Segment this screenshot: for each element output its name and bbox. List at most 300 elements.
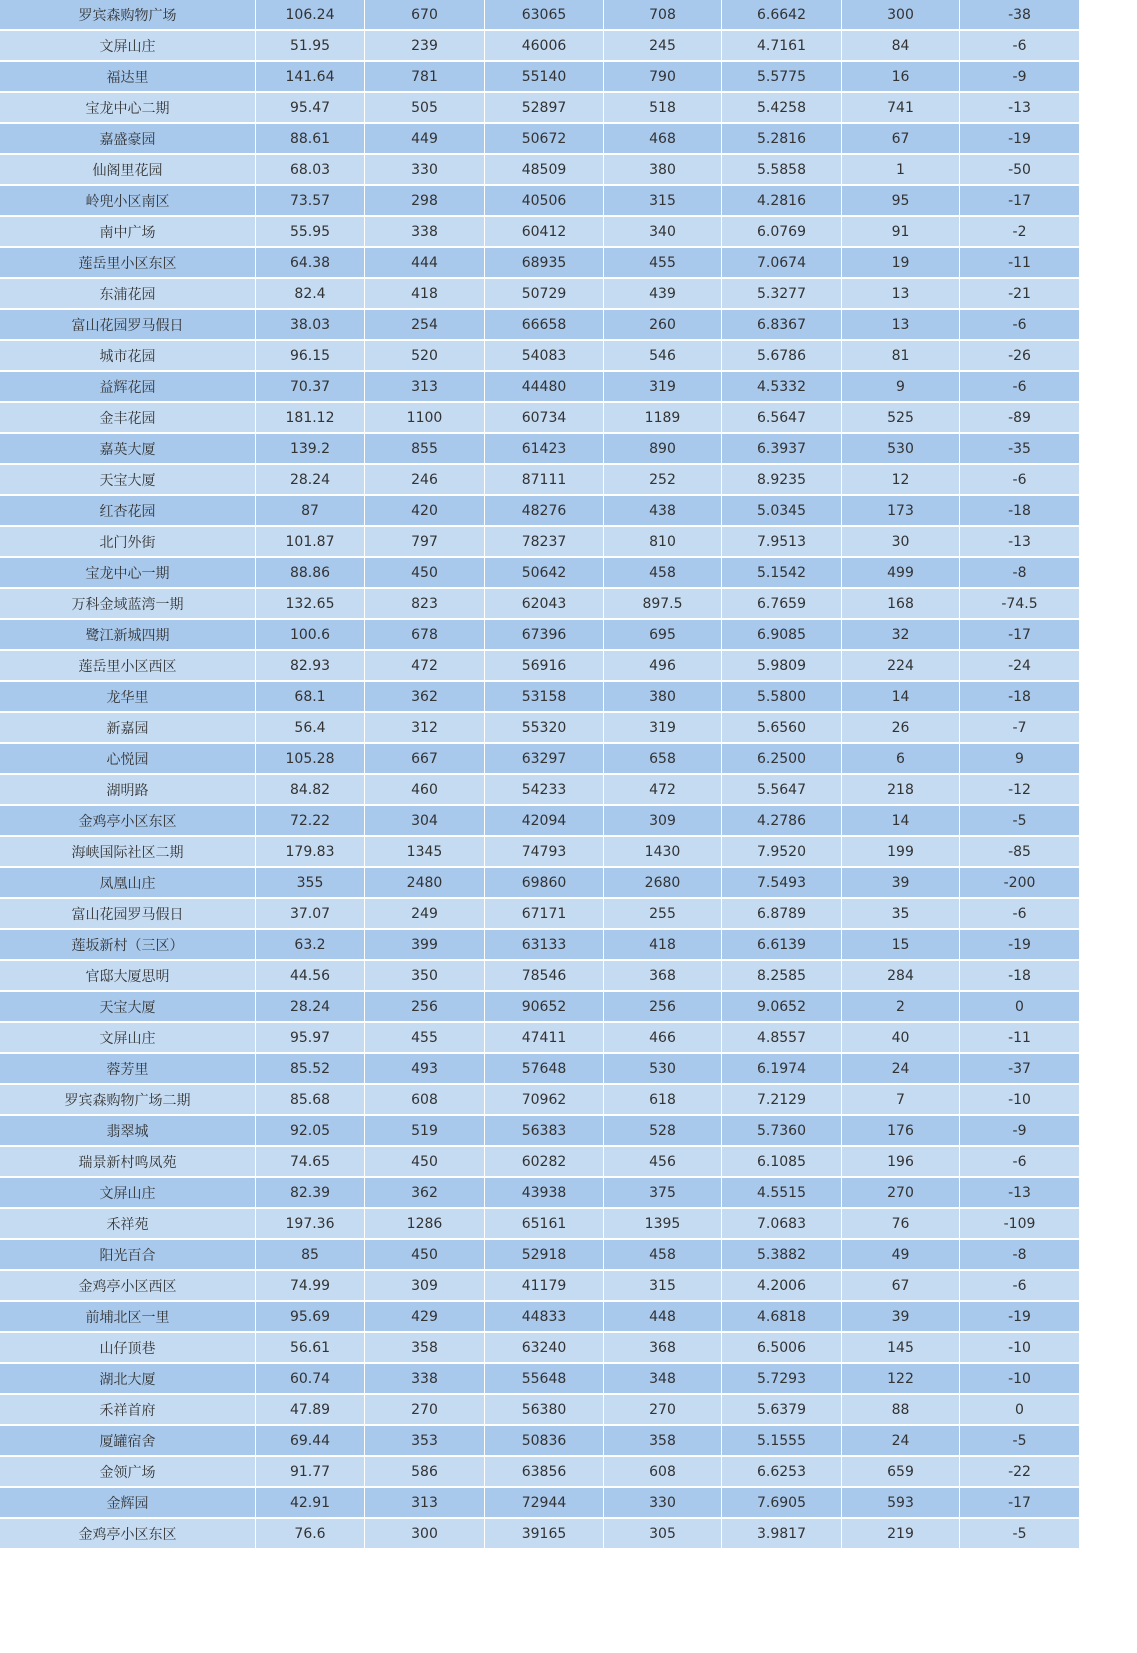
- cell-rate: 6.1974: [722, 1054, 842, 1085]
- table-row: [0, 620, 1080, 651]
- cell-change: -13: [960, 93, 1080, 124]
- cell-price-total: 449: [365, 124, 485, 155]
- cell-area: 179.83: [256, 837, 365, 868]
- cell-price-total: 338: [365, 1364, 485, 1395]
- cell-area: 95.97: [256, 1023, 365, 1054]
- cell-list-price: 309: [604, 806, 722, 837]
- cell-change: 0: [960, 1395, 1080, 1426]
- cell-area: 56.61: [256, 1333, 365, 1364]
- cell-change: -5: [960, 1519, 1080, 1550]
- cell-price-total: 493: [365, 1054, 485, 1085]
- cell-unit-price: 55648: [485, 1364, 604, 1395]
- cell-name: 嘉英大厦: [0, 434, 256, 465]
- cell-price-total: 249: [365, 899, 485, 930]
- cell-area: 132.65: [256, 589, 365, 620]
- cell-days: 13: [842, 279, 960, 310]
- cell-price-total: 330: [365, 155, 485, 186]
- cell-days: 40: [842, 1023, 960, 1054]
- cell-name: 金辉园: [0, 1488, 256, 1519]
- cell-name: 北门外街: [0, 527, 256, 558]
- cell-price-total: 823: [365, 589, 485, 620]
- table-row: [0, 248, 1080, 279]
- cell-unit-price: 61423: [485, 434, 604, 465]
- cell-rate: 5.0345: [722, 496, 842, 527]
- cell-change: -5: [960, 1426, 1080, 1457]
- cell-change: -24: [960, 651, 1080, 682]
- cell-unit-price: 43938: [485, 1178, 604, 1209]
- cell-change: -2: [960, 217, 1080, 248]
- cell-days: 30: [842, 527, 960, 558]
- cell-area: 82.39: [256, 1178, 365, 1209]
- table-row: [0, 1426, 1080, 1457]
- cell-list-price: 438: [604, 496, 722, 527]
- table-row: [0, 434, 1080, 465]
- table-row: [0, 1271, 1080, 1302]
- cell-price-total: 353: [365, 1426, 485, 1457]
- cell-change: -18: [960, 961, 1080, 992]
- cell-rate: 4.5332: [722, 372, 842, 403]
- cell-rate: 8.2585: [722, 961, 842, 992]
- cell-name: 翡翠城: [0, 1116, 256, 1147]
- table-row: [0, 155, 1080, 186]
- cell-area: 44.56: [256, 961, 365, 992]
- cell-price-total: 678: [365, 620, 485, 651]
- cell-unit-price: 56383: [485, 1116, 604, 1147]
- cell-rate: 4.7161: [722, 31, 842, 62]
- cell-list-price: 458: [604, 1240, 722, 1271]
- table-row: [0, 558, 1080, 589]
- table-row: [0, 124, 1080, 155]
- cell-list-price: 340: [604, 217, 722, 248]
- cell-name: 罗宾森购物广场二期: [0, 1085, 256, 1116]
- table-row: [0, 806, 1080, 837]
- cell-list-price: 790: [604, 62, 722, 93]
- cell-change: -6: [960, 31, 1080, 62]
- cell-days: 15: [842, 930, 960, 961]
- table-row: [0, 341, 1080, 372]
- cell-area: 74.65: [256, 1147, 365, 1178]
- cell-change: -89: [960, 403, 1080, 434]
- cell-rate: 4.2816: [722, 186, 842, 217]
- table-row: [0, 899, 1080, 930]
- cell-days: 12: [842, 465, 960, 496]
- cell-area: 181.12: [256, 403, 365, 434]
- cell-rate: 5.1555: [722, 1426, 842, 1457]
- cell-days: 9: [842, 372, 960, 403]
- cell-price-total: 418: [365, 279, 485, 310]
- table-row: [0, 713, 1080, 744]
- cell-unit-price: 60734: [485, 403, 604, 434]
- cell-unit-price: 50672: [485, 124, 604, 155]
- cell-unit-price: 46006: [485, 31, 604, 62]
- cell-price-total: 313: [365, 372, 485, 403]
- cell-list-price: 448: [604, 1302, 722, 1333]
- cell-unit-price: 63297: [485, 744, 604, 775]
- cell-unit-price: 78237: [485, 527, 604, 558]
- table-row: [0, 1116, 1080, 1147]
- table-row: [0, 775, 1080, 806]
- cell-change: -13: [960, 527, 1080, 558]
- cell-list-price: 255: [604, 899, 722, 930]
- cell-unit-price: 53158: [485, 682, 604, 713]
- table-row: [0, 279, 1080, 310]
- cell-name: 前埔北区一里: [0, 1302, 256, 1333]
- cell-change: -6: [960, 899, 1080, 930]
- cell-unit-price: 54083: [485, 341, 604, 372]
- cell-area: 197.36: [256, 1209, 365, 1240]
- cell-unit-price: 90652: [485, 992, 604, 1023]
- cell-price-total: 256: [365, 992, 485, 1023]
- cell-name: 益辉花园: [0, 372, 256, 403]
- cell-price-total: 519: [365, 1116, 485, 1147]
- cell-change: -26: [960, 341, 1080, 372]
- cell-unit-price: 67171: [485, 899, 604, 930]
- cell-price-total: 246: [365, 465, 485, 496]
- cell-days: 168: [842, 589, 960, 620]
- cell-area: 70.37: [256, 372, 365, 403]
- cell-list-price: 358: [604, 1426, 722, 1457]
- cell-days: 24: [842, 1426, 960, 1457]
- cell-unit-price: 50836: [485, 1426, 604, 1457]
- cell-price-total: 505: [365, 93, 485, 124]
- cell-days: 741: [842, 93, 960, 124]
- cell-name: 心悦园: [0, 744, 256, 775]
- cell-price-total: 270: [365, 1395, 485, 1426]
- cell-price-total: 450: [365, 1240, 485, 1271]
- cell-rate: 7.0674: [722, 248, 842, 279]
- cell-days: 219: [842, 1519, 960, 1550]
- cell-price-total: 298: [365, 186, 485, 217]
- cell-rate: 6.8789: [722, 899, 842, 930]
- cell-area: 106.24: [256, 0, 365, 31]
- cell-unit-price: 69860: [485, 868, 604, 899]
- cell-name: 天宝大厦: [0, 465, 256, 496]
- cell-list-price: 315: [604, 1271, 722, 1302]
- table-row: [0, 0, 1080, 31]
- cell-area: 37.07: [256, 899, 365, 930]
- cell-days: 499: [842, 558, 960, 589]
- cell-change: -6: [960, 465, 1080, 496]
- cell-list-price: 466: [604, 1023, 722, 1054]
- cell-rate: 6.0769: [722, 217, 842, 248]
- cell-change: -10: [960, 1085, 1080, 1116]
- cell-area: 96.15: [256, 341, 365, 372]
- cell-list-price: 270: [604, 1395, 722, 1426]
- cell-price-total: 312: [365, 713, 485, 744]
- cell-change: -10: [960, 1333, 1080, 1364]
- cell-price-total: 520: [365, 341, 485, 372]
- table-row: [0, 1364, 1080, 1395]
- cell-days: 7: [842, 1085, 960, 1116]
- cell-list-price: 315: [604, 186, 722, 217]
- table-row: [0, 403, 1080, 434]
- cell-list-price: 458: [604, 558, 722, 589]
- table-row: [0, 93, 1080, 124]
- table-row: [0, 217, 1080, 248]
- cell-name: 厦罐宿舍: [0, 1426, 256, 1457]
- cell-days: 16: [842, 62, 960, 93]
- cell-rate: 5.6786: [722, 341, 842, 372]
- cell-rate: 7.2129: [722, 1085, 842, 1116]
- cell-rate: 4.2786: [722, 806, 842, 837]
- cell-price-total: 2480: [365, 868, 485, 899]
- table-row: [0, 496, 1080, 527]
- cell-rate: 6.6139: [722, 930, 842, 961]
- cell-rate: 6.9085: [722, 620, 842, 651]
- cell-unit-price: 74793: [485, 837, 604, 868]
- cell-days: 14: [842, 806, 960, 837]
- cell-unit-price: 44480: [485, 372, 604, 403]
- cell-list-price: 695: [604, 620, 722, 651]
- cell-unit-price: 60282: [485, 1147, 604, 1178]
- cell-price-total: 1286: [365, 1209, 485, 1240]
- cell-list-price: 658: [604, 744, 722, 775]
- cell-rate: 7.5493: [722, 868, 842, 899]
- cell-change: -9: [960, 1116, 1080, 1147]
- cell-price-total: 667: [365, 744, 485, 775]
- cell-unit-price: 63240: [485, 1333, 604, 1364]
- cell-change: -37: [960, 1054, 1080, 1085]
- cell-unit-price: 42094: [485, 806, 604, 837]
- cell-price-total: 399: [365, 930, 485, 961]
- table-row: [0, 186, 1080, 217]
- cell-area: 355: [256, 868, 365, 899]
- table-row: [0, 1240, 1080, 1271]
- table-row: [0, 992, 1080, 1023]
- cell-price-total: 781: [365, 62, 485, 93]
- table-row: [0, 1302, 1080, 1333]
- cell-list-price: 608: [604, 1457, 722, 1488]
- cell-rate: 6.2500: [722, 744, 842, 775]
- cell-unit-price: 50642: [485, 558, 604, 589]
- cell-days: 218: [842, 775, 960, 806]
- cell-name: 万科金域蓝湾一期: [0, 589, 256, 620]
- cell-price-total: 472: [365, 651, 485, 682]
- cell-rate: 4.5515: [722, 1178, 842, 1209]
- cell-days: 67: [842, 124, 960, 155]
- cell-rate: 5.5775: [722, 62, 842, 93]
- cell-unit-price: 72944: [485, 1488, 604, 1519]
- cell-price-total: 460: [365, 775, 485, 806]
- table-row: [0, 1085, 1080, 1116]
- cell-unit-price: 68935: [485, 248, 604, 279]
- cell-change: -19: [960, 124, 1080, 155]
- cell-name: 文屏山庄: [0, 1023, 256, 1054]
- cell-rate: 7.0683: [722, 1209, 842, 1240]
- cell-name: 莲岳里小区西区: [0, 651, 256, 682]
- table-row: [0, 310, 1080, 341]
- cell-name: 湖明路: [0, 775, 256, 806]
- cell-list-price: 319: [604, 713, 722, 744]
- cell-name: 富山花园罗马假日: [0, 899, 256, 930]
- cell-list-price: 1395: [604, 1209, 722, 1240]
- cell-area: 88.86: [256, 558, 365, 589]
- cell-area: 92.05: [256, 1116, 365, 1147]
- cell-price-total: 797: [365, 527, 485, 558]
- table-row: [0, 1457, 1080, 1488]
- cell-list-price: 319: [604, 372, 722, 403]
- cell-area: 73.57: [256, 186, 365, 217]
- cell-unit-price: 52918: [485, 1240, 604, 1271]
- cell-change: -19: [960, 930, 1080, 961]
- cell-area: 91.77: [256, 1457, 365, 1488]
- cell-name: 嘉盛豪园: [0, 124, 256, 155]
- cell-list-price: 256: [604, 992, 722, 1023]
- cell-rate: 5.9809: [722, 651, 842, 682]
- cell-price-total: 450: [365, 1147, 485, 1178]
- cell-list-price: 348: [604, 1364, 722, 1395]
- cell-area: 28.24: [256, 992, 365, 1023]
- cell-name: 莲岳里小区东区: [0, 248, 256, 279]
- cell-name: 金鸡亭小区西区: [0, 1271, 256, 1302]
- cell-list-price: 618: [604, 1085, 722, 1116]
- table-row: [0, 62, 1080, 93]
- cell-price-total: 450: [365, 558, 485, 589]
- cell-area: 56.4: [256, 713, 365, 744]
- cell-days: 593: [842, 1488, 960, 1519]
- cell-name: 金鸡亭小区东区: [0, 1519, 256, 1550]
- cell-days: 91: [842, 217, 960, 248]
- table-row: [0, 1147, 1080, 1178]
- cell-price-total: 444: [365, 248, 485, 279]
- cell-unit-price: 55140: [485, 62, 604, 93]
- cell-area: 76.6: [256, 1519, 365, 1550]
- cell-days: 67: [842, 1271, 960, 1302]
- cell-days: 39: [842, 1302, 960, 1333]
- cell-change: -8: [960, 558, 1080, 589]
- cell-days: 32: [842, 620, 960, 651]
- cell-area: 85.68: [256, 1085, 365, 1116]
- cell-unit-price: 63133: [485, 930, 604, 961]
- right-margin: [1080, 0, 1137, 1653]
- cell-days: 173: [842, 496, 960, 527]
- cell-change: -17: [960, 620, 1080, 651]
- cell-days: 199: [842, 837, 960, 868]
- cell-name: 富山花园罗马假日: [0, 310, 256, 341]
- cell-area: 84.82: [256, 775, 365, 806]
- table-row: [0, 372, 1080, 403]
- cell-days: 300: [842, 0, 960, 31]
- cell-name: 禾祥首府: [0, 1395, 256, 1426]
- cell-area: 105.28: [256, 744, 365, 775]
- cell-price-total: 420: [365, 496, 485, 527]
- cell-rate: 7.6905: [722, 1488, 842, 1519]
- table-row: [0, 930, 1080, 961]
- cell-days: 270: [842, 1178, 960, 1209]
- cell-name: 福达里: [0, 62, 256, 93]
- cell-area: 60.74: [256, 1364, 365, 1395]
- cell-area: 88.61: [256, 124, 365, 155]
- cell-name: 仙阁里花园: [0, 155, 256, 186]
- cell-rate: 5.3882: [722, 1240, 842, 1271]
- cell-area: 63.2: [256, 930, 365, 961]
- cell-days: 196: [842, 1147, 960, 1178]
- cell-rate: 5.6560: [722, 713, 842, 744]
- cell-unit-price: 62043: [485, 589, 604, 620]
- cell-rate: 5.7293: [722, 1364, 842, 1395]
- cell-rate: 5.5647: [722, 775, 842, 806]
- cell-change: -109: [960, 1209, 1080, 1240]
- cell-name: 文屏山庄: [0, 31, 256, 62]
- cell-change: -35: [960, 434, 1080, 465]
- cell-change: -6: [960, 1271, 1080, 1302]
- cell-change: -17: [960, 186, 1080, 217]
- cell-name: 金鸡亭小区东区: [0, 806, 256, 837]
- cell-change: -13: [960, 1178, 1080, 1209]
- cell-name: 宝龙中心一期: [0, 558, 256, 589]
- table-row: [0, 1023, 1080, 1054]
- cell-area: 82.93: [256, 651, 365, 682]
- cell-price-total: 855: [365, 434, 485, 465]
- cell-area: 38.03: [256, 310, 365, 341]
- cell-name: 红杏花园: [0, 496, 256, 527]
- cell-list-price: 368: [604, 961, 722, 992]
- cell-area: 100.6: [256, 620, 365, 651]
- cell-days: 39: [842, 868, 960, 899]
- cell-list-price: 897.5: [604, 589, 722, 620]
- cell-list-price: 456: [604, 1147, 722, 1178]
- cell-list-price: 1430: [604, 837, 722, 868]
- cell-rate: 9.0652: [722, 992, 842, 1023]
- cell-change: -19: [960, 1302, 1080, 1333]
- cell-change: -6: [960, 372, 1080, 403]
- table-row: [0, 1488, 1080, 1519]
- cell-change: 9: [960, 744, 1080, 775]
- cell-unit-price: 56380: [485, 1395, 604, 1426]
- cell-change: -9: [960, 62, 1080, 93]
- cell-rate: 5.5858: [722, 155, 842, 186]
- cell-rate: 8.9235: [722, 465, 842, 496]
- cell-price-total: 309: [365, 1271, 485, 1302]
- table-row: [0, 589, 1080, 620]
- cell-list-price: 496: [604, 651, 722, 682]
- cell-days: 13: [842, 310, 960, 341]
- cell-rate: 6.5006: [722, 1333, 842, 1364]
- cell-days: 530: [842, 434, 960, 465]
- cell-change: -22: [960, 1457, 1080, 1488]
- cell-change: -7: [960, 713, 1080, 744]
- cell-list-price: 2680: [604, 868, 722, 899]
- cell-change: -85: [960, 837, 1080, 868]
- cell-rate: 3.9817: [722, 1519, 842, 1550]
- cell-rate: 5.5800: [722, 682, 842, 713]
- cell-rate: 6.6253: [722, 1457, 842, 1488]
- table-row: [0, 1178, 1080, 1209]
- cell-area: 72.22: [256, 806, 365, 837]
- cell-unit-price: 66658: [485, 310, 604, 341]
- cell-list-price: 530: [604, 1054, 722, 1085]
- cell-area: 85.52: [256, 1054, 365, 1085]
- cell-price-total: 362: [365, 1178, 485, 1209]
- cell-unit-price: 40506: [485, 186, 604, 217]
- cell-days: 145: [842, 1333, 960, 1364]
- cell-price-total: 455: [365, 1023, 485, 1054]
- cell-list-price: 439: [604, 279, 722, 310]
- cell-days: 76: [842, 1209, 960, 1240]
- table-row: [0, 961, 1080, 992]
- cell-area: 141.64: [256, 62, 365, 93]
- cell-rate: 4.6818: [722, 1302, 842, 1333]
- cell-list-price: 890: [604, 434, 722, 465]
- cell-name: 南中广场: [0, 217, 256, 248]
- cell-list-price: 260: [604, 310, 722, 341]
- cell-change: -12: [960, 775, 1080, 806]
- table-row: [0, 651, 1080, 682]
- cell-area: 47.89: [256, 1395, 365, 1426]
- cell-area: 64.38: [256, 248, 365, 279]
- cell-price-total: 300: [365, 1519, 485, 1550]
- cell-name: 官邸大厦思明: [0, 961, 256, 992]
